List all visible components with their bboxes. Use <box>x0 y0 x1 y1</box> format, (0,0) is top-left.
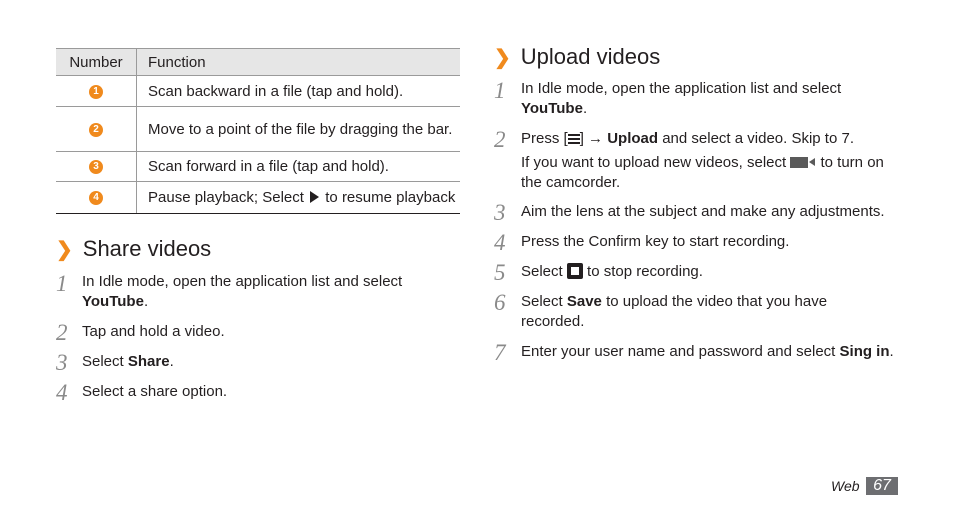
share-videos-heading: ❯ Share videos <box>56 236 212 261</box>
upload-step-text: Select to stop recording. <box>521 263 703 280</box>
play-icon <box>310 191 319 203</box>
upload-step-text: Press the Confirm key to start recording. <box>521 233 790 250</box>
upload-step-text: Press [ ] → Upload and select a video. Skip to 7. <box>521 130 854 147</box>
share-step-number: 1 <box>56 271 68 296</box>
table-cell-function: Move to a point of the file by dragging the bar. <box>137 107 461 152</box>
upload-step-number: 2 <box>494 127 506 152</box>
table-header-row <box>56 49 460 76</box>
upload-step-number: 4 <box>494 230 506 255</box>
number-1-icon: 1 <box>89 85 103 99</box>
upload-step-subtext: If you want to upload new videos, select to turn on the camcorder. <box>521 154 884 191</box>
column-header-function: Function <box>137 49 461 76</box>
share-step-text: In Idle mode, open the application list and select YouTube. <box>82 273 403 310</box>
share-step-number: 2 <box>56 320 68 345</box>
upload-step-text: Select Save to upload the video that you have recorded. <box>521 293 828 330</box>
share-step-number: 4 <box>56 380 68 405</box>
share-step-text: Tap and hold a video. <box>82 323 225 340</box>
share-step-text: Select a share option. <box>82 383 228 400</box>
camcorder-icon <box>790 157 808 168</box>
upload-step-number: 6 <box>494 290 506 315</box>
column-header-number: Number <box>56 49 137 76</box>
number-3-icon: 3 <box>89 160 103 174</box>
table-cell-function: Scan forward in a file (tap and hold). <box>137 152 461 182</box>
share-step-number: 3 <box>56 350 68 375</box>
table-cell-function: Scan backward in a file (tap and hold). <box>137 76 461 107</box>
table-row <box>56 76 460 107</box>
table-row <box>56 107 460 152</box>
stop-icon <box>567 263 583 279</box>
controls-table <box>56 48 460 214</box>
chevron-right-icon: ❯ <box>494 47 511 69</box>
upload-step-text: In Idle mode, open the application list and select YouTube. <box>521 80 842 117</box>
upload-step-number: 7 <box>494 340 506 365</box>
table-row <box>56 182 460 214</box>
upload-step-text: Enter your user name and password and select Sing in. <box>521 343 894 360</box>
share-step-text: Select Share. <box>82 353 174 370</box>
number-4-icon: 4 <box>89 191 103 205</box>
page-number: 67 <box>866 477 898 495</box>
upload-step-number: 1 <box>494 78 506 103</box>
table-row <box>56 152 460 182</box>
chevron-right-icon: ❯ <box>56 239 73 261</box>
upload-videos-heading: ❯ Upload videos <box>494 44 661 69</box>
footer-section-label: Web <box>831 478 860 494</box>
number-2-icon: 2 <box>89 123 103 137</box>
table-cell-function: Pause playback; Select to resume playback <box>137 182 461 214</box>
upload-step-number: 3 <box>494 200 506 225</box>
upload-step-number: 5 <box>494 260 506 285</box>
menu-key-icon <box>568 134 580 144</box>
upload-step-text: Aim the lens at the subject and make any adjustments. <box>521 203 885 220</box>
